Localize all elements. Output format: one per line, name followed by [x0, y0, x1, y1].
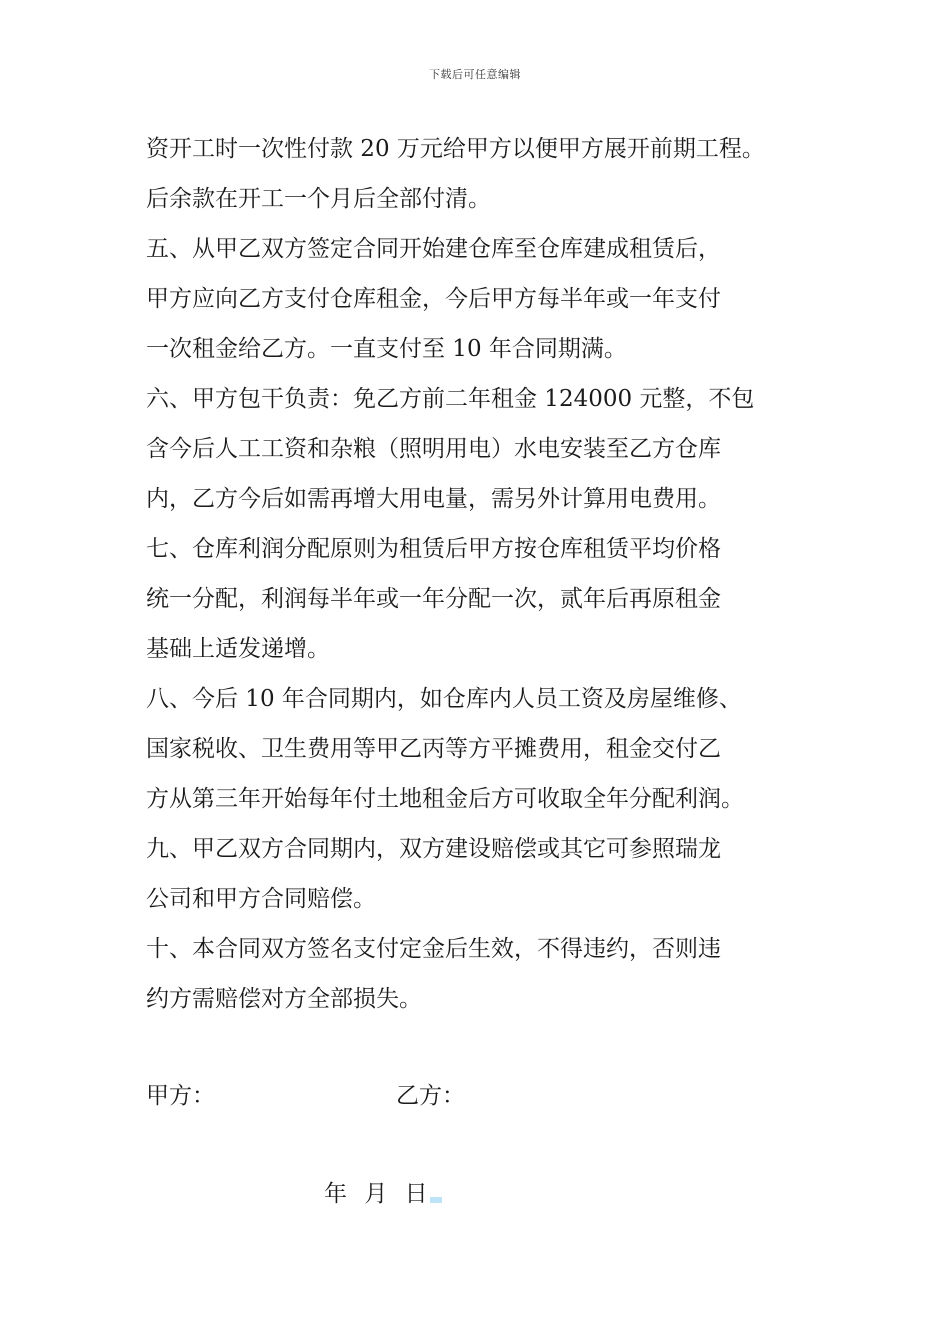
- clause-five: 五、从甲乙双方签定合同开始建仓库至仓库建成租赁后，: [146, 236, 721, 262]
- text-line: 基础上适发递增。: [146, 636, 330, 662]
- date-line: [324, 1174, 452, 1214]
- signature-row: [146, 1076, 826, 1116]
- text-line: 甲方应向乙方支付仓库租金，今后甲方每半年或一年支付: [146, 286, 721, 312]
- text-line: 国家税收、卫生费用等甲乙丙等方平摊费用，租金交付乙: [146, 736, 721, 762]
- text-line: 约方需赔偿对方全部损失。: [146, 986, 422, 1012]
- day-label: 日: [404, 1181, 428, 1207]
- party-b-label: 乙方：: [396, 1083, 465, 1109]
- party-a-label: 甲方：: [146, 1083, 215, 1109]
- month-label: 月: [364, 1181, 388, 1207]
- text-cursor-icon: [430, 1197, 442, 1203]
- clause-eight: 八、今后 10 年合同期内，如仓库内人员工资及房屋维修、: [146, 686, 742, 712]
- text-line: 统一分配，利润每半年或一年分配一次，贰年后再原租金: [146, 586, 721, 612]
- text-line: 公司和甲方合同赔偿。: [146, 886, 376, 912]
- clause-six: 六、甲方包干负责：免乙方前二年租金 124000 元整，不包: [146, 386, 755, 412]
- text-line: 一次租金给乙方。一直支付至 10 年合同期满。: [146, 336, 627, 362]
- text-line: 资开工时一次性付款 20 万元给甲方以便甲方展开前期工程。: [146, 136, 765, 162]
- text-line: 内，乙方今后如需再增大用电量，需另外计算用电费用。: [146, 486, 721, 512]
- text-line: 方从第三年开始每年付土地租金后方可收取全年分配利润。: [146, 786, 744, 812]
- clause-nine: 九、甲乙双方合同期内，双方建设赔偿或其它可参照瑞龙: [146, 836, 721, 862]
- page-header-note: 下载后可任意编辑: [429, 68, 521, 81]
- text-line: 后余款在开工一个月后全部付清。: [146, 186, 491, 212]
- year-label: 年: [324, 1181, 347, 1207]
- contract-body: [146, 124, 826, 1024]
- clause-seven: 七、仓库利润分配原则为租赁后甲方按仓库租赁平均价格: [146, 536, 721, 562]
- clause-ten: 十、本合同双方签名支付定金后生效，不得违约，否则违: [146, 936, 721, 962]
- text-line: 含今后人工工资和杂粮（照明用电）水电安装至乙方仓库: [146, 436, 721, 462]
